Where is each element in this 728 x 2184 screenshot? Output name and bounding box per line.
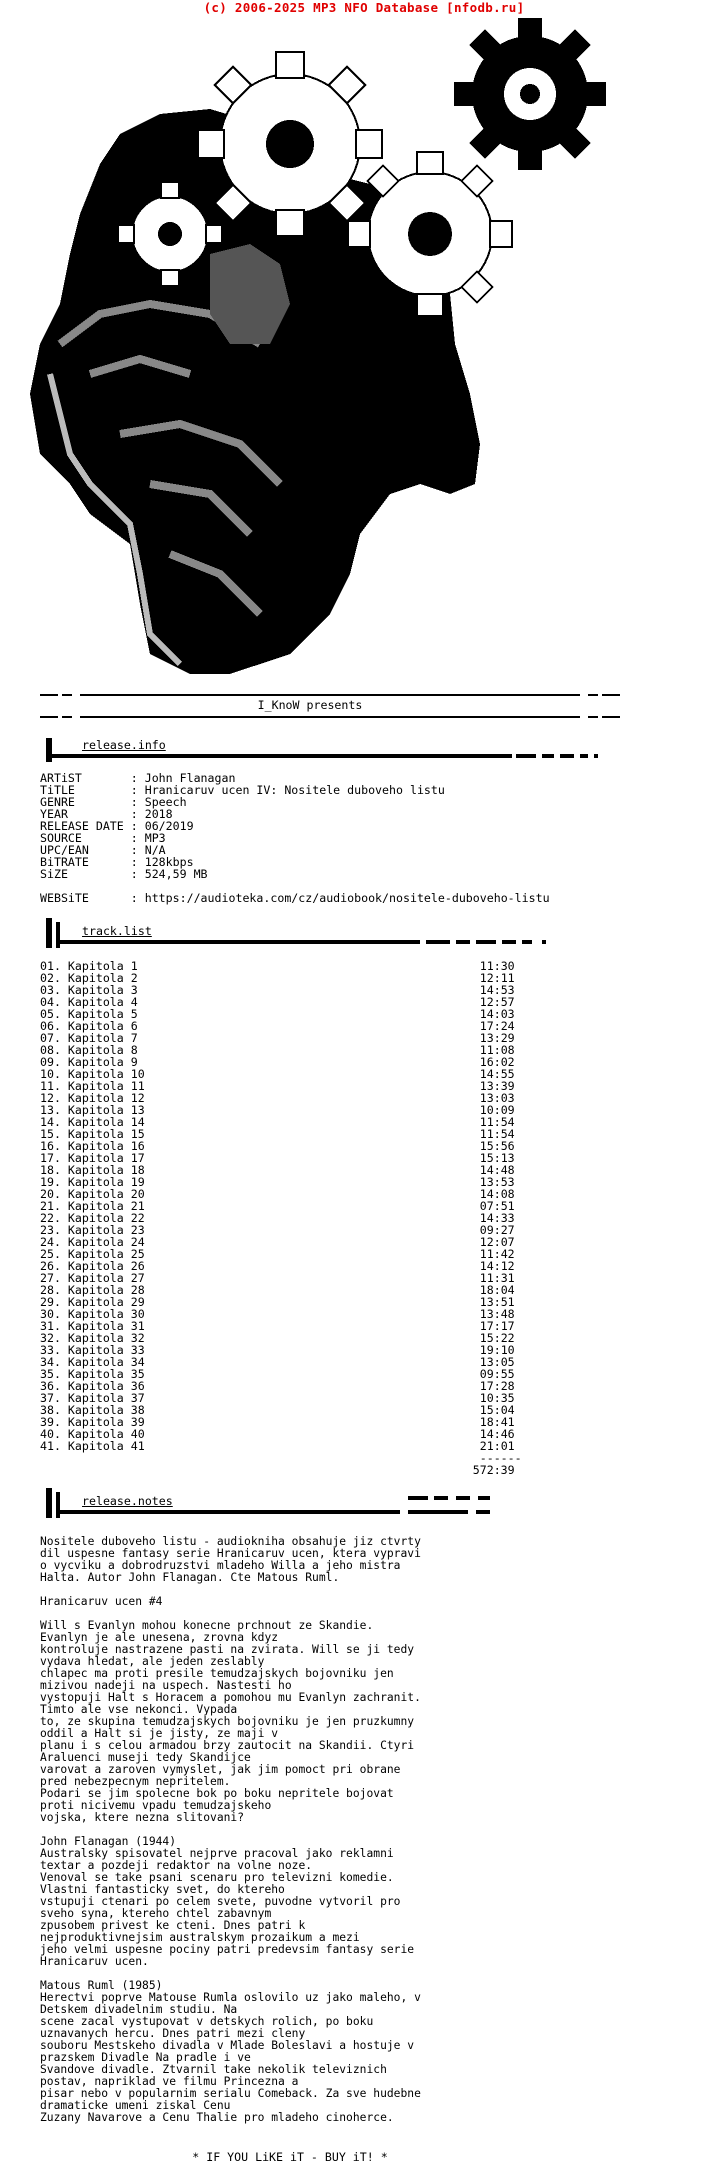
head-gears-ascii-art (30, 14, 620, 684)
notes-line: Svandove divadle. Ztvarnil take nekolik televiznich (40, 2063, 387, 2076)
track-time: 19:10 (479, 1343, 515, 1357)
track-title: Kapitola 16 (67, 1139, 480, 1153)
track-number: 34. (40, 1355, 68, 1369)
track-title: Kapitola 37 (67, 1391, 480, 1405)
notes-line: vojska, ktere nezna slitovani? (40, 1811, 245, 1824)
track-time: 15:04 (479, 1403, 515, 1417)
notes-line: jeho velmi uspesne pociny patri predevsim fantasy serie (40, 1943, 415, 1956)
info-sep: : (130, 819, 145, 833)
notes-line: o vycviku a dobrodruzstvi mladeho Willa a jeho mistra (40, 1559, 401, 1572)
track-time: 12:57 (479, 995, 515, 1009)
info-sep: : (130, 771, 145, 785)
track-time: 09:55 (479, 1367, 515, 1381)
notes-line: zpusobem privest ke cteni. Dnes patri k (40, 1919, 306, 1932)
track-number: 41. (40, 1439, 68, 1453)
track-time: 13:53 (479, 1175, 515, 1189)
notes-line: vydava hledat, ale jeden zeslably (40, 1655, 265, 1668)
track-number: 21. (40, 1199, 68, 1213)
track-number: 36. (40, 1379, 68, 1393)
track-title: Kapitola 35 (67, 1367, 480, 1381)
track-time: 14:12 (479, 1259, 515, 1273)
notes-line: Zuzany Navarove a Cenu Thalie pro mladeho cinoherce. (40, 2111, 394, 2124)
track-number: 35. (40, 1367, 68, 1381)
track-title: Kapitola 39 (67, 1415, 480, 1429)
notes-line: varovat a zaroven vymyslet, jak jim pomoct pri obrane (40, 1763, 401, 1776)
notes-line: sveho syna, ktereho chtel zabavnym (40, 1907, 272, 1920)
track-time: 11:31 (479, 1271, 515, 1285)
notes-line: Halta. Autor John Flanagan. Cte Matous Ruml. (40, 1571, 340, 1584)
track-time: 16:02 (479, 1055, 515, 1069)
track-title: Kapitola 15 (67, 1127, 480, 1141)
track-title: Kapitola 5 (67, 1007, 480, 1021)
track-number: 05. (40, 1007, 68, 1021)
top-right-gear-icon (454, 18, 606, 170)
track-time: 12:11 (479, 971, 515, 985)
total-divider: ------ (40, 1451, 522, 1465)
track-title: Kapitola 3 (67, 983, 480, 997)
track-number: 13. (40, 1103, 68, 1117)
footer-slogan: * IF YOU LiKE iT - BUY iT! * (192, 2150, 388, 2164)
notes-line: souboru Mestskeho divadla v Mlade Boleslavi a hostuje v (40, 2039, 415, 2052)
track-time: 13:39 (479, 1079, 515, 1093)
track-title: Kapitola 9 (67, 1055, 480, 1069)
track-time: 21:01 (479, 1439, 515, 1453)
track-number: 33. (40, 1343, 68, 1357)
track-time: 15:56 (479, 1139, 515, 1153)
info-key: ARTiST (40, 771, 131, 785)
track-number: 06. (40, 1019, 68, 1033)
info-value: 06/2019 (144, 819, 194, 833)
track-time: 14:46 (479, 1427, 515, 1441)
track-time: 17:17 (479, 1319, 515, 1333)
track-number: 28. (40, 1283, 68, 1297)
notes-line: oddil a Halt si je jisty, ze maji v (40, 1727, 279, 1740)
website-link[interactable]: https://audioteka.com/cz/audiobook/nositele-duboveho-listu (144, 891, 550, 905)
track-time: 11:42 (479, 1247, 515, 1261)
track-number: 39. (40, 1415, 68, 1429)
info-key: GENRE (40, 795, 131, 809)
notes-line: Hranicaruv ucen. (40, 1955, 149, 1968)
large-gear-icon (198, 52, 382, 236)
track-number: 14. (40, 1115, 68, 1129)
track-time: 11:08 (479, 1043, 515, 1057)
notes-line: chlapec ma proti presile temudzajskych bojovniku jen (40, 1667, 394, 1680)
info-key: BiTRATE (40, 855, 131, 869)
info-key: YEAR (40, 807, 131, 821)
notes-line: Hranicaruv ucen #4 (40, 1595, 163, 1608)
track-number: 01. (40, 959, 68, 973)
info-sep: : (130, 867, 145, 881)
track-title: Kapitola 2 (67, 971, 480, 985)
track-title: Kapitola 20 (67, 1187, 480, 1201)
info-row (40, 867, 208, 881)
track-number: 38. (40, 1403, 68, 1417)
info-sep: : (130, 807, 145, 821)
track-title: Kapitola 7 (67, 1031, 480, 1045)
track-number: 17. (40, 1151, 68, 1165)
track-number: 31. (40, 1319, 68, 1333)
release-notes-block (40, 1536, 421, 2124)
track-number: 12. (40, 1091, 68, 1105)
track-title: Kapitola 23 (67, 1223, 480, 1237)
track-time: 14:55 (479, 1067, 515, 1081)
track-title: Kapitola 28 (67, 1283, 480, 1297)
info-value: Hranicaruv ucen IV: Nositele duboveho listu (144, 783, 445, 797)
info-value: 128kbps (144, 855, 194, 869)
notes-line: Detskem divadelnim studiu. Na (40, 2003, 238, 2016)
track-time: 10:35 (479, 1391, 515, 1405)
notes-line: Vlastni fantasticky svet, do ktereho (40, 1883, 285, 1896)
notes-line: Matous Ruml (1985) (40, 1979, 163, 1992)
info-value: MP3 (144, 831, 166, 845)
info-value: 2018 (144, 807, 173, 821)
track-title: Kapitola 40 (67, 1427, 480, 1441)
track-title: Kapitola 26 (67, 1259, 480, 1273)
track-title: Kapitola 24 (67, 1235, 480, 1249)
track-number: 29. (40, 1295, 68, 1309)
info-value: Speech (144, 795, 187, 809)
track-time: 12:07 (479, 1235, 515, 1249)
notes-line: Nositele duboveho listu - audiokniha obsahuje jiz ctvrty (40, 1535, 421, 1548)
track-list-block (40, 960, 522, 1476)
track-time: 17:24 (479, 1019, 515, 1033)
track-time: 15:13 (479, 1151, 515, 1165)
track-number: 07. (40, 1031, 68, 1045)
notes-line: Araluenci museji tedy Skandijce (40, 1751, 251, 1764)
track-list-header: track.list (82, 924, 152, 938)
presents-divider-bottom (40, 714, 620, 722)
notes-line: Australsky spisovatel nejprve pracoval jako reklamni (40, 1847, 394, 1860)
track-title: Kapitola 14 (67, 1115, 480, 1129)
notes-line: prazskem Divadle Na pradle i ve (40, 2051, 251, 2064)
track-title: Kapitola 29 (67, 1295, 480, 1309)
track-title: Kapitola 32 (67, 1331, 480, 1345)
copyright-banner[interactable]: (c) 2006-2025 MP3 NFO Database [nfodb.ru] (203, 0, 525, 15)
track-number: 25. (40, 1247, 68, 1261)
track-title: Kapitola 8 (67, 1043, 480, 1057)
website-row (40, 891, 550, 905)
track-title: Kapitola 34 (67, 1355, 480, 1369)
notes-line: Venoval se take psani scenaru pro televizni komedie. (40, 1871, 394, 1884)
track-title: Kapitola 31 (67, 1319, 480, 1333)
track-title: Kapitola 4 (67, 995, 480, 1009)
release-info-block (40, 772, 550, 904)
notes-line: dil uspesne fantasy serie Hranicaruv ucen, ktera vypravi (40, 1547, 421, 1560)
track-title: Kapitola 17 (67, 1151, 480, 1165)
notes-line: John Flanagan (1944) (40, 1835, 177, 1848)
track-time: 09:27 (479, 1223, 515, 1237)
notes-line: nejproduktivnejsim australskym prozaikum a mezi (40, 1931, 360, 1944)
track-title: Kapitola 36 (67, 1379, 480, 1393)
track-time: 18:41 (479, 1415, 515, 1429)
info-key: SOURCE (40, 831, 131, 845)
info-value: 524,59 MB (144, 867, 208, 881)
total-time: 572:39 (40, 1463, 515, 1477)
notes-line: Evanlyn je ale unesena, zrovna kdyz (40, 1631, 279, 1644)
notes-line: Will s Evanlyn mohou konecne prchnout ze Skandie. (40, 1619, 374, 1632)
info-key: TiTLE (40, 783, 131, 797)
track-time: 18:04 (479, 1283, 515, 1297)
track-number: 15. (40, 1127, 68, 1141)
notes-line: pisar nebo v popularnim serialu Comeback. Za sve hudebne (40, 2087, 421, 2100)
track-number: 30. (40, 1307, 68, 1321)
info-sep: : (130, 855, 145, 869)
track-number: 08. (40, 1043, 68, 1057)
track-title: Kapitola 33 (67, 1343, 480, 1357)
track-title: Kapitola 22 (67, 1211, 480, 1225)
track-time: 11:54 (479, 1127, 515, 1141)
track-time: 13:05 (479, 1355, 515, 1369)
track-number: 20. (40, 1187, 68, 1201)
track-time: 14:08 (479, 1187, 515, 1201)
release-notes-header: release.notes (82, 1494, 173, 1508)
info-sep: : (130, 843, 145, 857)
info-key: WEBSiTE (40, 891, 131, 905)
track-number: 37. (40, 1391, 68, 1405)
notes-line: Timto ale vse nekonci. Vypada (40, 1703, 238, 1716)
notes-line: vystopuji Halt s Horacem a pomohou mu Evanlyn zachranit. (40, 1691, 421, 1704)
notes-line: Herectvi poprve Matouse Rumla oslovilo uz jako maleho, v (40, 1991, 421, 2004)
track-title: Kapitola 1 (67, 959, 480, 973)
info-value: John Flanagan (144, 771, 236, 785)
info-sep: : (130, 783, 145, 797)
presents-line: I_KnoW presents (257, 698, 363, 712)
track-number: 04. (40, 995, 68, 1009)
info-value: N/A (144, 843, 166, 857)
notes-line: to, ze skupina temudzajskych bojovniku je jen pruzkumny (40, 1715, 415, 1728)
release-info-header: release.info (82, 738, 166, 752)
track-time: 07:51 (479, 1199, 515, 1213)
track-time: 10:09 (479, 1103, 515, 1117)
notes-line: uznavanych hercu. Dnes patri mezi cleny (40, 2027, 306, 2040)
track-number: 32. (40, 1331, 68, 1345)
track-time: 11:54 (479, 1115, 515, 1129)
track-number: 26. (40, 1259, 68, 1273)
notes-line: pred nebezpecnym nepritelem. (40, 1775, 231, 1788)
track-title: Kapitola 41 (67, 1439, 480, 1453)
track-time: 14:33 (479, 1211, 515, 1225)
track-number: 24. (40, 1235, 68, 1249)
track-time: 17:28 (479, 1379, 515, 1393)
track-time: 14:53 (479, 983, 515, 997)
track-time: 14:03 (479, 1007, 515, 1021)
track-title: Kapitola 38 (67, 1403, 480, 1417)
info-key: RELEASE DATE (40, 819, 131, 833)
track-title: Kapitola 30 (67, 1307, 480, 1321)
track-number: 40. (40, 1427, 68, 1441)
track-title: Kapitola 6 (67, 1019, 480, 1033)
notes-line: kontroluje nastrazene pasti na zvirata. Will se ji tedy (40, 1643, 415, 1656)
track-number: 02. (40, 971, 68, 985)
notes-line: scene zacal vystupovat v detskych rolich, po boku (40, 2015, 374, 2028)
track-title: Kapitola 10 (67, 1067, 480, 1081)
notes-line: postav, napriklad ve filmu Princezna a (40, 2075, 299, 2088)
notes-line: vstupuji ctenari po celem svete, puvodne vytvoril pro (40, 1895, 401, 1908)
track-title: Kapitola 12 (67, 1091, 480, 1105)
track-title: Kapitola 13 (67, 1103, 480, 1117)
track-number: 22. (40, 1211, 68, 1225)
track-number: 10. (40, 1067, 68, 1081)
track-number: 18. (40, 1163, 68, 1177)
track-number: 11. (40, 1079, 68, 1093)
track-number: 27. (40, 1271, 68, 1285)
track-title: Kapitola 21 (67, 1199, 480, 1213)
track-number: 16. (40, 1139, 68, 1153)
track-time: 14:48 (479, 1163, 515, 1177)
track-title: Kapitola 27 (67, 1271, 480, 1285)
track-time: 13:29 (479, 1031, 515, 1045)
track-title: Kapitola 18 (67, 1163, 480, 1177)
track-number: 23. (40, 1223, 68, 1237)
track-time: 13:51 (479, 1295, 515, 1309)
track-time: 13:03 (479, 1091, 515, 1105)
track-number: 19. (40, 1175, 68, 1189)
notes-line: textar a pozdeji redaktor na volne noze. (40, 1859, 313, 1872)
notes-line: planu i s celou armadou brzy zautocit na Skandii. Ctyri (40, 1739, 415, 1752)
notes-line: dramaticke umeni ziskal Cenu (40, 2099, 231, 2112)
info-key: SiZE (40, 867, 131, 881)
track-number: 03. (40, 983, 68, 997)
track-title: Kapitola 19 (67, 1175, 480, 1189)
track-time: 13:48 (479, 1307, 515, 1321)
track-number: 09. (40, 1055, 68, 1069)
info-key: UPC/EAN (40, 843, 131, 857)
info-sep: : (130, 795, 145, 809)
track-time: 15:22 (479, 1331, 515, 1345)
track-title: Kapitola 25 (67, 1247, 480, 1261)
track-title: Kapitola 11 (67, 1079, 480, 1093)
notes-line: proti nicivemu vpadu temudzajskeho (40, 1799, 272, 1812)
info-sep: : (130, 891, 145, 905)
info-sep: : (130, 831, 145, 845)
track-time: 11:30 (479, 959, 515, 973)
notes-line: mizivou nadeji na uspech. Nastesti ho (40, 1679, 292, 1692)
notes-line: Podari se jim spolecne bok po boku nepritele bojovat (40, 1787, 394, 1800)
